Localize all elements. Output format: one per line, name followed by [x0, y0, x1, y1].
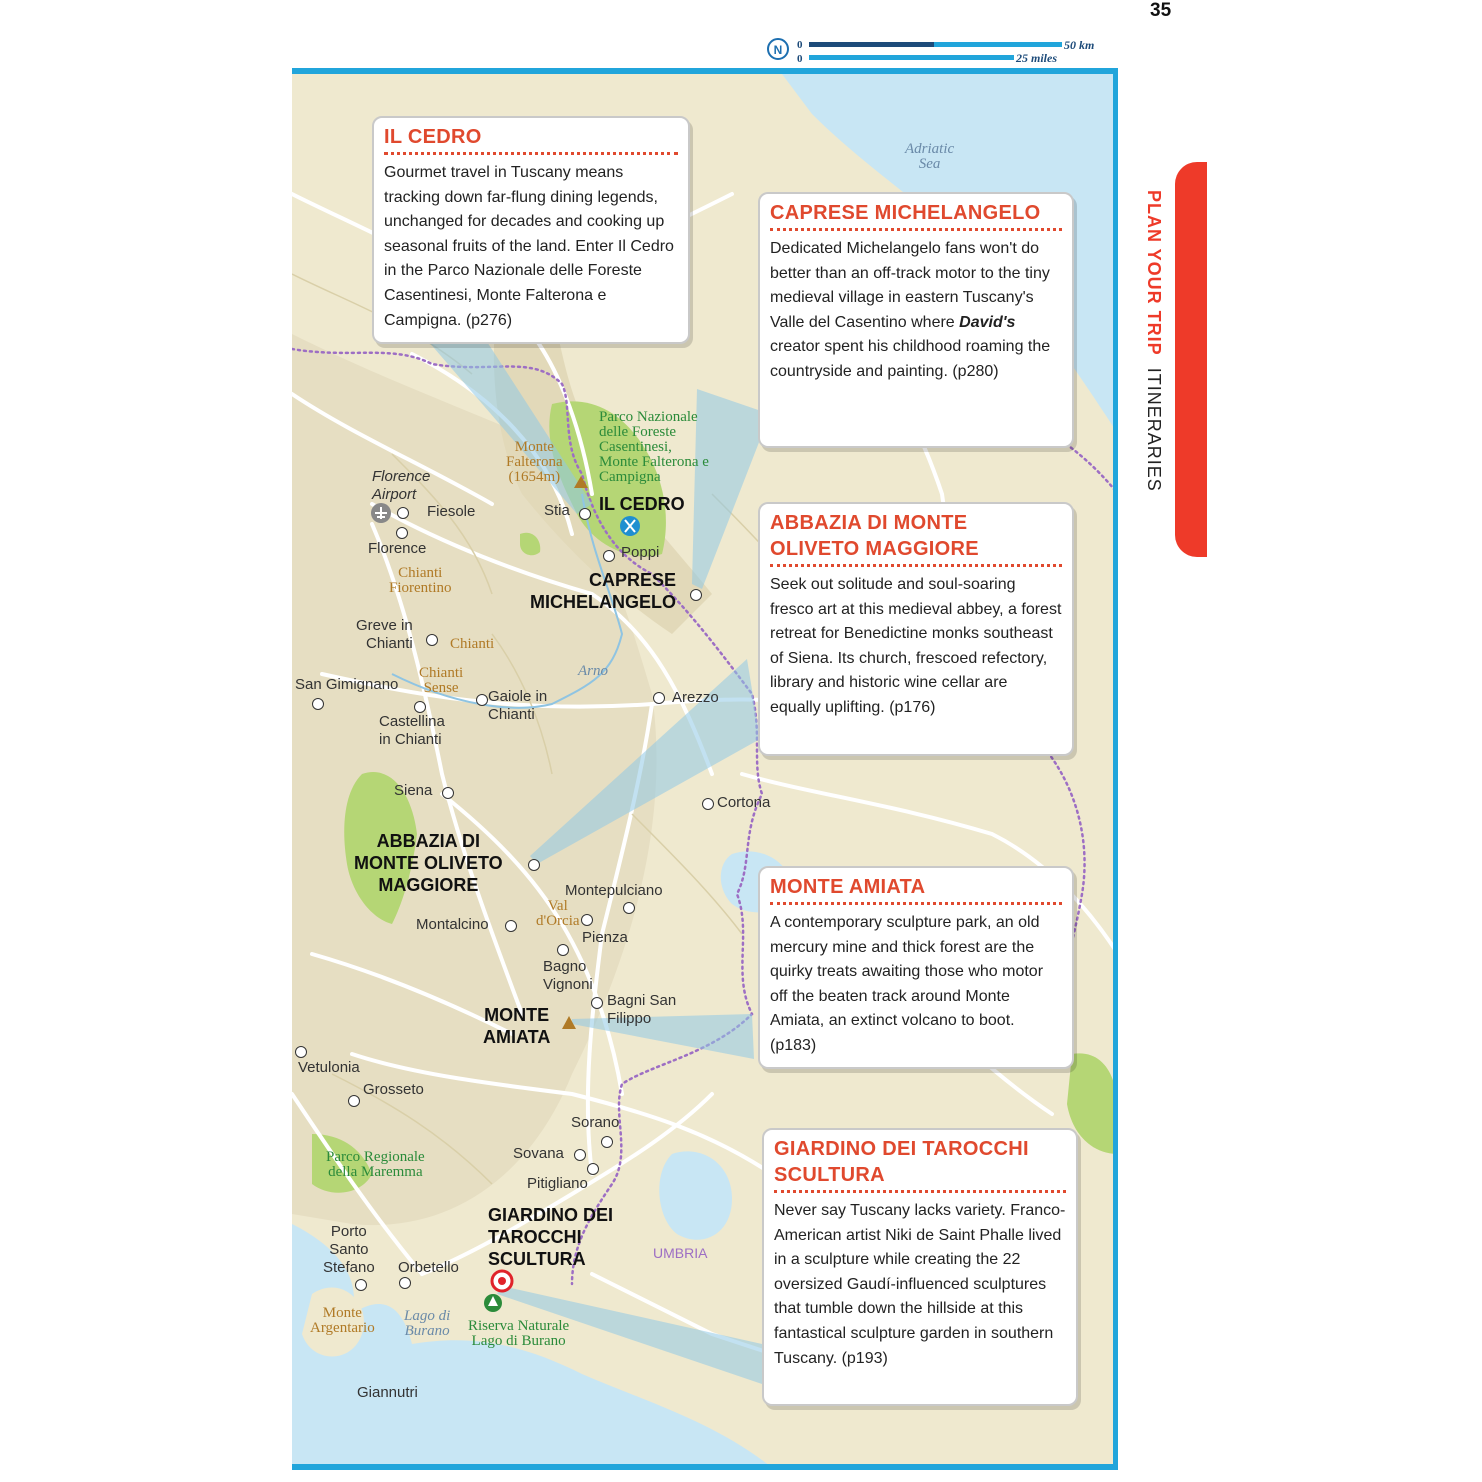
- town-dot-castellina: [414, 701, 426, 713]
- town-label-arezzo: Arezzo: [672, 689, 719, 706]
- island-label-giannutri: Giannutri: [357, 1384, 418, 1401]
- town-label-poppi: Poppi: [621, 544, 660, 561]
- card-body: Gourmet travel in Tuscany means tracking down far-flung dining legends, unchanged for decades and cooking up seasonal fruits of the land. Enter Il Cedro in the Parco Nazionale delle Foreste Casentinesi, Monte Falterona e Campigna. (p276): [384, 164, 674, 329]
- town-label-montalcino: Montalcino: [416, 916, 489, 933]
- town-dot-florence: [396, 527, 408, 539]
- town-label-porto-santo-stefano: Porto Santo Stefano: [323, 1223, 375, 1276]
- park-label-maremma: Parco Regionale della Maremma: [326, 1149, 425, 1180]
- nature-reserve-icon: [484, 1294, 502, 1312]
- town-label-florence-airport: Florence Airport: [372, 468, 431, 503]
- highlight-label-caprese: CAPRESE MICHELANGELO: [530, 570, 677, 612]
- card-title: ABBAZIA DI MONTE OLIVETO MAGGIORE: [770, 512, 979, 560]
- map: [292, 68, 1118, 1470]
- park-label-burano: Riserva Naturale Lago di Burano: [468, 1318, 570, 1349]
- card-title: GIARDINO DEI TAROCCHI SCULTURA: [774, 1138, 1029, 1186]
- card-il-cedro: [372, 116, 690, 344]
- town-dot-pienza: [581, 914, 593, 926]
- town-dot-orbetello: [399, 1277, 411, 1289]
- card-monte-amiata: [758, 866, 1074, 1069]
- lake-label-burano: Lago di Burano: [404, 1308, 451, 1339]
- svg-text:0: 0: [797, 39, 803, 51]
- town-dot-cortona: [702, 798, 714, 810]
- town-label-sovana: Sovana: [513, 1145, 564, 1162]
- town-dot-bagno-vignoni: [557, 944, 569, 956]
- town-dot-pitigliano: [587, 1163, 599, 1175]
- town-label-siena: Siena: [394, 782, 433, 799]
- river-label-arno: Arno: [578, 663, 608, 679]
- sea-label: Adriatic Sea: [905, 141, 955, 172]
- card-title: CAPRESE MICHELANGELO: [770, 202, 1041, 224]
- section-tab: [1175, 162, 1207, 557]
- town-dot-montepulciano: [623, 902, 635, 914]
- town-label-bagni-san-filippo: Bagni San Filippo: [607, 992, 677, 1027]
- town-dot-gaiole: [476, 694, 488, 706]
- card-caprese: [758, 192, 1074, 448]
- town-dot-porto-santo-stefano: [355, 1279, 367, 1291]
- sculpture-garden-icon: [492, 1271, 512, 1291]
- card-body: Seek out solitude and soul-soaring fresco art at this medieval abbey, a forest retreat for Benedictine monks southeast of Siena. Its church, frescoed refectory, library and historic wine cellar are equally uplifting. (p176): [770, 576, 1062, 716]
- town-label-grosseto: Grosseto: [363, 1081, 424, 1098]
- card-body: Dedicated Michelangelo fans won't do better than an off-track motor to the tiny medieval village in eastern Tuscany's Valle del Casentino where David's creator spent his childhood roaming the countryside and painting. (p280): [770, 240, 1051, 380]
- highlight-label-abbazia: ABBAZIA DI MONTE OLIVETO MAGGIORE: [354, 831, 503, 895]
- card-abbazia: [758, 502, 1074, 756]
- town-label-cortona: Cortona: [717, 794, 771, 811]
- town-dot-grosseto: [348, 1095, 360, 1107]
- svg-text:PLAN YOUR TRIP ITINERARI: PLAN YOUR TRIP ITINERARIES: [1144, 190, 1164, 492]
- town-label-san-gimignano: San Gimignano: [295, 676, 399, 693]
- town-dot-fiesole: [397, 507, 409, 519]
- town-label-castellina: Castellina in Chianti: [379, 713, 445, 748]
- svg-text:25 miles: 25 miles: [1016, 51, 1057, 65]
- highlight-label-il-cedro: IL CEDRO: [599, 494, 685, 514]
- town-dot-bagni-san-filippo: [591, 997, 603, 1009]
- card-body: Never say Tuscany lacks variety. Franco-American artist Niki de Saint Phalle lived in a sculpture while creating the 22 oversized Gaudí-influenced sculptures that tumble down the hillside at this fantastical sculpture garden in southern Tuscany. (p193): [774, 1202, 1066, 1367]
- card-body: A contemporary sculpture park, an old mercury mine and thick forest are the quirky treats awaiting those who motor off the beaten track around Monte Amiata, an extinct volcano to boot. (p183): [770, 914, 1044, 1054]
- highlight-label-monte-amiata: MONTE AMIATA: [483, 1005, 551, 1047]
- scale-graphic: [767, 36, 1127, 66]
- north-icon: N: [773, 43, 783, 57]
- park-label-casentinesi: Parco Nazionale delle Foreste Casentinesi, Monte Falterona e Campigna: [599, 409, 709, 485]
- peak-label-falterona: Monte Falterona (1654m): [506, 439, 563, 485]
- town-label-fiesole: Fiesole: [427, 503, 476, 520]
- section-tab-label: [1138, 190, 1168, 520]
- page-number: 35: [1150, 0, 1172, 21]
- town-label-orbetello: Orbetello: [398, 1259, 459, 1276]
- town-label-pitigliano: Pitigliano: [527, 1175, 588, 1192]
- card-title: MONTE AMIATA: [770, 876, 926, 898]
- card-title: IL CEDRO: [384, 126, 482, 148]
- town-dot-caprese: [690, 589, 702, 601]
- town-label-vetulonia: Vetulonia: [298, 1059, 360, 1076]
- region-label-chianti-sense: Chianti Sense: [419, 665, 464, 696]
- town-dot-vetulonia: [295, 1046, 307, 1058]
- town-dot-montalcino: [505, 920, 517, 932]
- town-dot-greve: [426, 634, 438, 646]
- town-label-sorano: Sorano: [571, 1114, 620, 1131]
- town-dot-siena: [442, 787, 454, 799]
- highlight-label-giardino: GIARDINO DEI TAROCCHI SCULTURA: [488, 1205, 614, 1269]
- restaurant-icon: [620, 516, 640, 536]
- town-dot-sovana: [574, 1149, 586, 1161]
- town-label-greve: Greve in Chianti: [356, 617, 413, 652]
- town-dot-sorano: [601, 1136, 613, 1148]
- town-label-pienza: Pienza: [582, 929, 628, 946]
- region-label-umbria: UMBRIA: [653, 1245, 708, 1261]
- town-label-florence: Florence: [368, 540, 427, 557]
- town-dot-san-gimignano: [312, 698, 324, 710]
- card-giardino: [762, 1128, 1078, 1406]
- town-dot-arezzo: [653, 692, 665, 704]
- region-label-chianti-fiorentino: Chianti Fiorentino: [389, 565, 452, 596]
- svg-text:50 km: 50 km: [1064, 38, 1095, 52]
- town-dot-abbazia: [528, 859, 540, 871]
- region-label-val-dorcia: Val d'Orcia: [536, 898, 580, 929]
- town-dot-stia: [579, 508, 591, 520]
- town-label-gaiole: Gaiole in Chianti: [488, 688, 548, 723]
- town-label-montepulciano: Montepulciano: [565, 882, 663, 899]
- region-label-chianti: Chianti: [450, 636, 495, 652]
- town-label-bagno-vignoni: Bagno Vignoni: [543, 958, 593, 993]
- town-label-stia: Stia: [544, 502, 570, 519]
- scale-bar: [767, 36, 1127, 66]
- region-label-monte-argentario: Monte Argentario: [310, 1305, 375, 1336]
- airport-icon: [371, 503, 391, 523]
- svg-text:0: 0: [797, 53, 803, 65]
- town-dot-poppi: [603, 550, 615, 562]
